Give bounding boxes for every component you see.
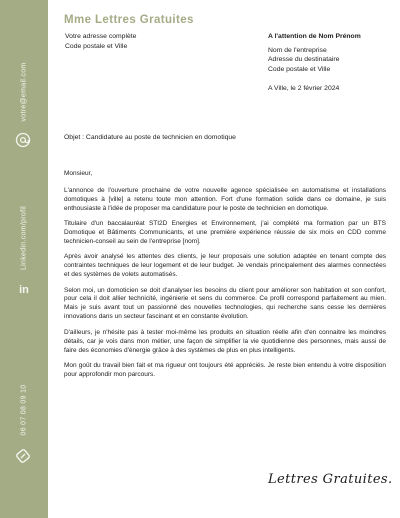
recipient-line: Adresse du destinataire [268, 56, 340, 63]
phone-text[interactable]: 06 07 08 09 10 [20, 384, 28, 436]
linkedin-text[interactable]: Linkedin.com/profil [20, 205, 28, 271]
sender-line: Votre adresse complète [65, 33, 137, 40]
letter-date: A Ville, le 2 février 2024 [268, 85, 340, 92]
at-sign-icon [15, 132, 31, 148]
recipient-line: Nom de l'entreprise [268, 46, 327, 54]
email-text[interactable]: votre@email.com [20, 62, 28, 122]
paragraph: Après avoir analysé les attentes des clients, je leur proposais une solution adaptée en tenant compte des contraintes techniques de leur logement et de leur budget. Je vendais principalement des alarmes connectées et des systèmes de volets automatisés. [64, 253, 386, 279]
paragraph: D'ailleurs, je n'hésite pas à tester moi-même les produits en situation réelle afin d'en connaitre les moindres détails, car je vois dans mon métier, une façon de simplifier la vie quotidienne des personnes, mais aussi de faire des économies d'énergie grâce à des systèmes de plus en plus intelligents. [64, 328, 386, 354]
signature: Lettres Gratuites. [268, 472, 393, 487]
sender-address [65, 32, 136, 51]
phone-icon [15, 448, 31, 464]
sender-name: Mme Lettres Gratuites [64, 14, 194, 26]
recipient-line: Code postale et Ville [268, 65, 331, 73]
recipient-block [268, 32, 361, 74]
recipient-attention: A l'attention de Nom Prénom [268, 33, 361, 40]
sender-line: Code postale et Ville [65, 42, 128, 50]
paragraph: Selon moi, un domoticien se doit d'analyser les besoins du client pour améliorer son habitation et son confort, pour cela il doit allier technicité, ingénierie et sens du commerce. Ce profil correspond parfaitement au mien. Mais je suis avant tout un passionné des nouvelles technologies, qui recherche sans cesse les dernières innovations dans un secteur fascinant et en constante évolution. [64, 286, 386, 321]
letter-body [64, 170, 386, 386]
greeting: Monsieur, [64, 170, 93, 177]
linkedin-icon: in [19, 284, 29, 296]
paragraph: L'annonce de l'ouverture prochaine de votre nouvelle agence spécialisée en automatisme et installations domotiques à [ville] a retenu toute mon attention. Fort d'une formation solide dans ce domaine, je suis enthousiaste à l'idée de proposer ma candidature pour le poste de technicien en domotique. [64, 186, 386, 212]
paragraph: Mon goût du travail bien fait et ma rigueur ont toujours été appréciés. Je reste bien entendu à votre disposition pour approfondir mon parcours. [64, 361, 386, 378]
contact-sidebar [0, 0, 48, 518]
letter-subject: Objet : Candidature au poste de technicien en domotique [64, 134, 236, 141]
paragraph: Titulaire d'un baccalauréat STI2D Energies et Environnement, j'ai complété ma formation par un BTS Domotique et Bâtiments Communicants, et une première expérience réussie de six mois en CDD comme technicien-conseil au sein de l'entreprise [nom]. [64, 220, 386, 245]
